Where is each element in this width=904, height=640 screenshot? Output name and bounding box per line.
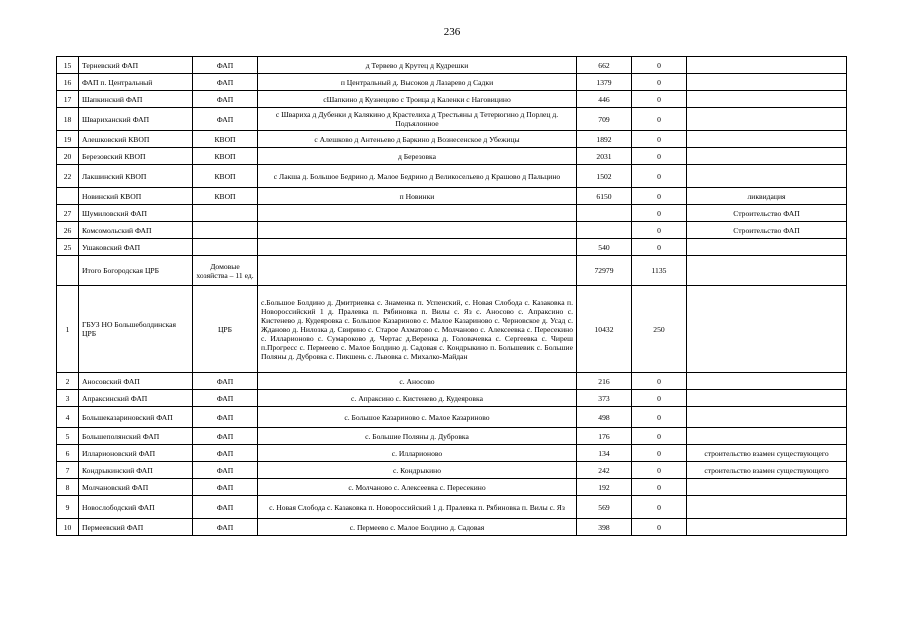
row-number: 25 (57, 239, 79, 256)
page-number: 236 (443, 26, 461, 38)
settlements-list: д Тервево д Крутец д Кудрешки (258, 57, 577, 74)
note-text: строительство взамен существующего (687, 445, 847, 462)
row-number: 7 (57, 462, 79, 479)
row-number: 6 (57, 445, 79, 462)
note-text (687, 428, 847, 445)
row-number: 19 (57, 131, 79, 148)
note-text (687, 165, 847, 188)
note-text (687, 479, 847, 496)
row-number: 10 (57, 519, 79, 536)
facility-type: ФАП (193, 373, 258, 390)
facility-type: ФАП (193, 390, 258, 407)
facility-type: КВОП (193, 148, 258, 165)
table-row (57, 239, 847, 256)
table-row (57, 256, 847, 286)
table-row (57, 519, 847, 536)
facility-type: КВОП (193, 131, 258, 148)
facility-type: ФАП (193, 519, 258, 536)
count-value: 0 (632, 108, 687, 131)
row-number: 5 (57, 428, 79, 445)
table-row (57, 74, 847, 91)
table-row (57, 373, 847, 390)
population-value: 10432 (577, 286, 632, 373)
count-value: 0 (632, 165, 687, 188)
population-value: 446 (577, 91, 632, 108)
table-row (57, 108, 847, 131)
population-value: 373 (577, 390, 632, 407)
note-text (687, 496, 847, 519)
table-row (57, 479, 847, 496)
facility-type: Домовые хозяйства – 11 ед. (193, 256, 258, 286)
facility-name: Ушаковский ФАП (79, 239, 193, 256)
count-value: 0 (632, 390, 687, 407)
row-number (57, 188, 79, 205)
settlements-list: с. Большие Поляны д. Дубровка (258, 428, 577, 445)
population-value: 6150 (577, 188, 632, 205)
facility-name: Илларионовский ФАП (79, 445, 193, 462)
facility-name: Шапкинский ФАП (79, 91, 193, 108)
facility-type: ФАП (193, 57, 258, 74)
table-row (57, 496, 847, 519)
facility-name: Березовский КВОП (79, 148, 193, 165)
count-value: 0 (632, 479, 687, 496)
note-text (687, 256, 847, 286)
facility-type: ФАП (193, 445, 258, 462)
count-value: 0 (632, 519, 687, 536)
count-value: 0 (632, 428, 687, 445)
table-row (57, 165, 847, 188)
settlements-list (258, 222, 577, 239)
facility-name: Новослободский ФАП (79, 496, 193, 519)
count-value: 0 (632, 57, 687, 74)
count-value: 0 (632, 407, 687, 428)
settlements-list: с Лакша д. Большое Бедрино д. Малое Бедрино д Великосельево д Крашово д Пальцино (258, 165, 577, 188)
count-value: 0 (632, 462, 687, 479)
count-value: 0 (632, 91, 687, 108)
facility-type: ЦРБ (193, 286, 258, 373)
population-value: 192 (577, 479, 632, 496)
note-text: строительство взамен существующего (687, 462, 847, 479)
population-value: 540 (577, 239, 632, 256)
note-text: ликвидация (687, 188, 847, 205)
population-value: 569 (577, 496, 632, 519)
note-text (687, 108, 847, 131)
settlements-list: с. Кондрыкино (258, 462, 577, 479)
row-number: 3 (57, 390, 79, 407)
settlements-list: с. Большое Казариново с. Малое Казариново (258, 407, 577, 428)
note-text (687, 74, 847, 91)
facility-name: Новинский КВОП (79, 188, 193, 205)
row-number: 22 (57, 165, 79, 188)
facility-name: Терневский ФАП (79, 57, 193, 74)
table-row (57, 407, 847, 428)
count-value: 0 (632, 74, 687, 91)
row-number: 2 (57, 373, 79, 390)
facility-name: Кондрыкинский ФАП (79, 462, 193, 479)
facility-name: Большеказариновский ФАП (79, 407, 193, 428)
facility-name: Комсомольский ФАП (79, 222, 193, 239)
row-number: 15 (57, 57, 79, 74)
population-value: 662 (577, 57, 632, 74)
facility-name: Пермеевский ФАП (79, 519, 193, 536)
facility-name: Шумиловский ФАП (79, 205, 193, 222)
facility-type (193, 205, 258, 222)
settlements-list: п Новинки (258, 188, 577, 205)
settlements-list: с.Большое Болдино д. Дмитриевка с. Знаменка п. Успенский, с. Новая Слобода с. Казаковка п. Новороссийский 1 д. Пралевка п. Рябиновка п. Вилы с. Яз с. Аносово с. Апраксино с. Кистенево д. Кудеяровка с. Большое Казариново с. Малое Казариново с. Черновское д. Усад с. Жданово д. Нилозка д. Свирино с. Старое Ахматово с. Молчаново с. Алексеевка с. Пересекино с. Илларионово с. Сумароково д. Чертас д.Веренка д. Головачевка с. Сергеевка с. Чиреш п.Прогресс с. Пермеево с. Малое Болдино д. Садовая с. Кондрыкино п. Большевик с. Большие Поляны д. Дубровка с. Пикшень с. Львовка с. Михалко-Майдан (258, 286, 577, 373)
table-row (57, 148, 847, 165)
table-row (57, 390, 847, 407)
population-value (577, 222, 632, 239)
population-value: 709 (577, 108, 632, 131)
row-number: 8 (57, 479, 79, 496)
table-row (57, 131, 847, 148)
note-text (687, 390, 847, 407)
note-text (687, 239, 847, 256)
settlements-list: с Алешково д Антеньево д Баркино д Вознесенское д Убежицы (258, 131, 577, 148)
population-value: 176 (577, 428, 632, 445)
facility-type: КВОП (193, 165, 258, 188)
facility-name: ФАП п. Центральный (79, 74, 193, 91)
count-value: 0 (632, 373, 687, 390)
facilities-table (56, 56, 847, 536)
facility-type: ФАП (193, 462, 258, 479)
population-value: 2031 (577, 148, 632, 165)
settlements-list: сШапкино д Кузнецово с Троица д Каленки с Наговицино (258, 91, 577, 108)
facility-type: ФАП (193, 407, 258, 428)
count-value: 0 (632, 148, 687, 165)
table-row (57, 205, 847, 222)
count-value: 0 (632, 222, 687, 239)
note-text (687, 286, 847, 373)
note-text: Строительство ФАП (687, 222, 847, 239)
facility-type: ФАП (193, 108, 258, 131)
count-value: 0 (632, 445, 687, 462)
facility-type (193, 222, 258, 239)
facility-type: ФАП (193, 91, 258, 108)
population-value: 1379 (577, 74, 632, 91)
count-value: 0 (632, 131, 687, 148)
row-number: 20 (57, 148, 79, 165)
table-row (57, 428, 847, 445)
note-text (687, 131, 847, 148)
facility-name: Апраксинский ФАП (79, 390, 193, 407)
count-value: 0 (632, 205, 687, 222)
row-number (57, 256, 79, 286)
count-value: 0 (632, 239, 687, 256)
facility-type: ФАП (193, 479, 258, 496)
row-number: 26 (57, 222, 79, 239)
note-text (687, 148, 847, 165)
population-value: 134 (577, 445, 632, 462)
population-value: 398 (577, 519, 632, 536)
population-value: 498 (577, 407, 632, 428)
settlements-list: с Швариха д Дубенки д Калякино д Крастелиха д Трестьяны д Тетерюгино д Порлец д. Подъялонное (258, 108, 577, 131)
count-value: 0 (632, 496, 687, 519)
settlements-list: с. Илларионово (258, 445, 577, 462)
facility-name: Большеполянский ФАП (79, 428, 193, 445)
row-number: 4 (57, 407, 79, 428)
note-text: Строительство ФАП (687, 205, 847, 222)
settlements-list: с. Молчаново с. Алексеевка с. Пересекино (258, 479, 577, 496)
settlements-list: п Центральный д. Высоков д Лазарево д Садки (258, 74, 577, 91)
settlements-list (258, 205, 577, 222)
facility-name: Аносовский ФАП (79, 373, 193, 390)
row-number: 27 (57, 205, 79, 222)
facility-type (193, 239, 258, 256)
facility-name: Лакшинский КВОП (79, 165, 193, 188)
table-row (57, 91, 847, 108)
facility-name: Молчановский ФАП (79, 479, 193, 496)
note-text (687, 519, 847, 536)
note-text (687, 373, 847, 390)
settlements-list (258, 239, 577, 256)
table-body (57, 57, 847, 536)
settlements-list: с. Новая Слобода с. Казаковка п. Новороссийский 1 д. Пралевка п. Рябиновка п. Вилы с. Яз (258, 496, 577, 519)
settlements-list: с. Аносово (258, 373, 577, 390)
facility-name: Швариханский ФАП (79, 108, 193, 131)
facility-type: ФАП (193, 428, 258, 445)
settlements-list (258, 256, 577, 286)
count-value: 0 (632, 188, 687, 205)
population-value: 72979 (577, 256, 632, 286)
facility-type: КВОП (193, 188, 258, 205)
facility-name: Алешковский КВОП (79, 131, 193, 148)
table-row (57, 286, 847, 373)
population-value: 216 (577, 373, 632, 390)
row-number: 1 (57, 286, 79, 373)
population-value: 1892 (577, 131, 632, 148)
row-number: 16 (57, 74, 79, 91)
population-value (577, 205, 632, 222)
population-value: 242 (577, 462, 632, 479)
facility-type: ФАП (193, 74, 258, 91)
table-row (57, 188, 847, 205)
row-number: 18 (57, 108, 79, 131)
table-row (57, 222, 847, 239)
settlements-list: д Березовка (258, 148, 577, 165)
note-text (687, 57, 847, 74)
table-row (57, 462, 847, 479)
facility-name: Итого Богородская ЦРБ (79, 256, 193, 286)
facility-type: ФАП (193, 496, 258, 519)
row-number: 9 (57, 496, 79, 519)
population-value: 1502 (577, 165, 632, 188)
settlements-list: с. Апраксино с. Кистенево д. Кудеяровка (258, 390, 577, 407)
note-text (687, 407, 847, 428)
count-value: 250 (632, 286, 687, 373)
row-number: 17 (57, 91, 79, 108)
note-text (687, 91, 847, 108)
facility-name: ГБУЗ НО Большеболдинская ЦРБ (79, 286, 193, 373)
table-row (57, 57, 847, 74)
settlements-list: с. Пермеево с. Малое Болдино д. Садовая (258, 519, 577, 536)
count-value: 1135 (632, 256, 687, 286)
table-row (57, 445, 847, 462)
